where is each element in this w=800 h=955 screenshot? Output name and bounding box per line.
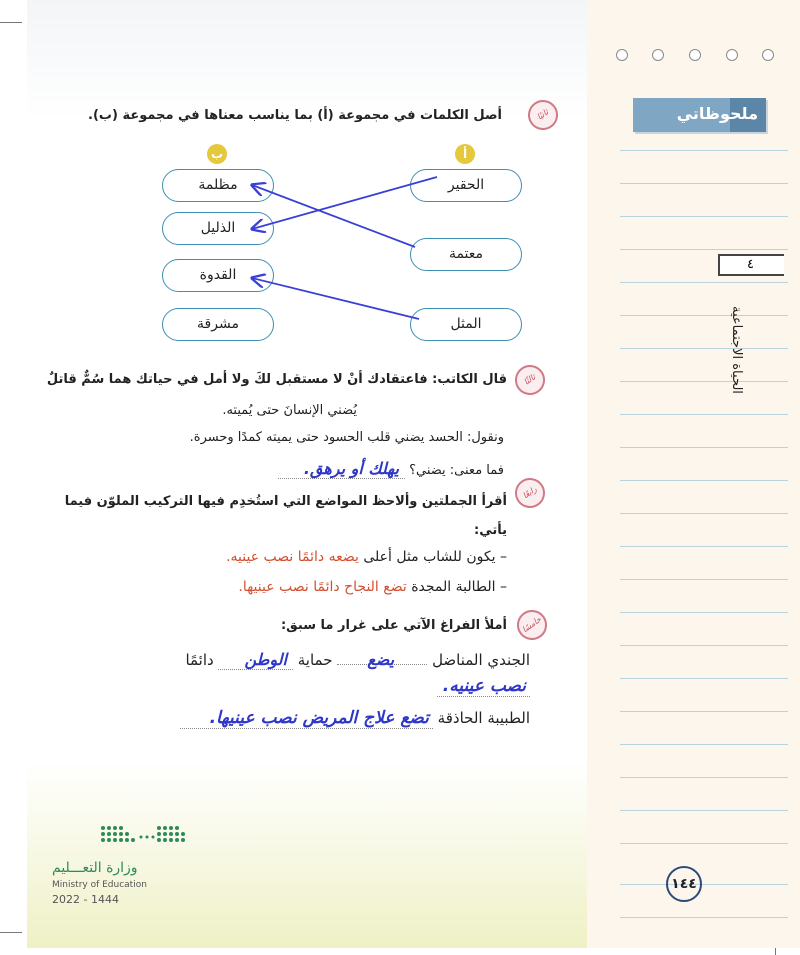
section5-sentence1-cont bbox=[437, 676, 530, 697]
group-a-word[interactable]: معتمة bbox=[410, 238, 522, 271]
match-line bbox=[252, 278, 419, 319]
unit-number: ٤ bbox=[747, 257, 754, 272]
blank-1[interactable] bbox=[337, 650, 427, 669]
section3-question: فما معنى: يضني؟ bbox=[409, 463, 504, 478]
section4-line2: يأتي: bbox=[474, 523, 507, 538]
s1-part3: دائمًا bbox=[185, 651, 214, 669]
ministry-emblem-icon bbox=[97, 820, 247, 852]
section3-question-row bbox=[278, 459, 504, 479]
match-line bbox=[252, 177, 437, 229]
blank-4[interactable]: تضع علاج المريض نصب عينيها. bbox=[180, 708, 433, 729]
s1-part2: حماية bbox=[297, 651, 333, 669]
edition-year: 2022 - 1444 bbox=[52, 893, 119, 906]
ministry-name-ar: وزارة التعـــليم bbox=[52, 860, 138, 876]
s1-part1: الجندي المناضل bbox=[432, 651, 530, 669]
bullet1-text: – يكون للشاب مثل أعلى bbox=[358, 549, 507, 565]
section-badge: ثالثًا bbox=[509, 359, 551, 401]
bullet2-highlight: تضع النجاح دائمًا نصب عينيها. bbox=[238, 579, 407, 595]
answer-handwriting[interactable]: يهلك أو يرهق. bbox=[278, 459, 405, 479]
bullet1-highlight: يضعه دائمًا نصب عينيه. bbox=[226, 549, 359, 565]
group-a-label: أ bbox=[455, 144, 475, 164]
group-b-word[interactable]: القدوة bbox=[162, 259, 274, 292]
group-b-label: ب bbox=[207, 144, 227, 164]
ministry-name-en: Ministry of Education bbox=[52, 880, 147, 890]
blank-1-handwriting: يضع bbox=[367, 650, 395, 669]
section3-line2: يُضني الإنسانَ حتى يُميته. bbox=[222, 403, 357, 418]
group-b-word[interactable]: الذليل bbox=[162, 212, 274, 245]
ministry-logo bbox=[52, 820, 212, 910]
section-badge: ثانيًا bbox=[522, 94, 564, 136]
section5-instruction: أملأ الفراغ الآتي على غرار ما سبق: bbox=[280, 618, 507, 633]
match-line bbox=[252, 185, 415, 247]
section-badge: خامسًا bbox=[511, 604, 553, 646]
section4-line1: أقرأ الجملتين وألاحظ المواضع التي استُخدِم فيها التركيب الملوّن فيما bbox=[64, 494, 507, 509]
bullet2-text: – الطالبة المجدة bbox=[406, 579, 507, 595]
section2-instruction: أصل الكلمات في مجموعة (أ) بما يناسب معناها في مجموعة (ب). bbox=[88, 108, 502, 123]
blank-2[interactable]: الوطن bbox=[218, 650, 293, 670]
group-b-word[interactable]: مظلمة bbox=[162, 169, 274, 202]
unit-title: الحياة الاجتماعية bbox=[729, 306, 744, 394]
notes-label: ملحوظاتي bbox=[676, 104, 758, 123]
section4-bullet1 bbox=[226, 549, 507, 565]
group-a-word[interactable]: الحقير bbox=[410, 169, 522, 202]
section5-sentence2 bbox=[180, 708, 530, 729]
section3-line1: قال الكاتب: فاعتقادك أنْ لا مستقبل لكَ ولا أمل في حياتك هما سُمٌّ قاتلٌ bbox=[46, 372, 507, 387]
blank-3[interactable]: نصب عينيه. bbox=[437, 676, 530, 697]
section3-line3: ونقول: الحسد يضني قلب الحسود حتى يميته كمدًا وحسرة. bbox=[189, 430, 504, 445]
section-badge: رابعًا bbox=[509, 472, 551, 514]
group-b-word[interactable]: مشرقة bbox=[162, 308, 274, 341]
page-number: ١٤٤ bbox=[666, 866, 702, 902]
section5-sentence1 bbox=[185, 650, 530, 670]
group-a-word[interactable]: المثل bbox=[410, 308, 522, 341]
section4-bullet2 bbox=[238, 579, 507, 595]
s2-part1: الطبيبة الحاذقة bbox=[437, 709, 530, 727]
